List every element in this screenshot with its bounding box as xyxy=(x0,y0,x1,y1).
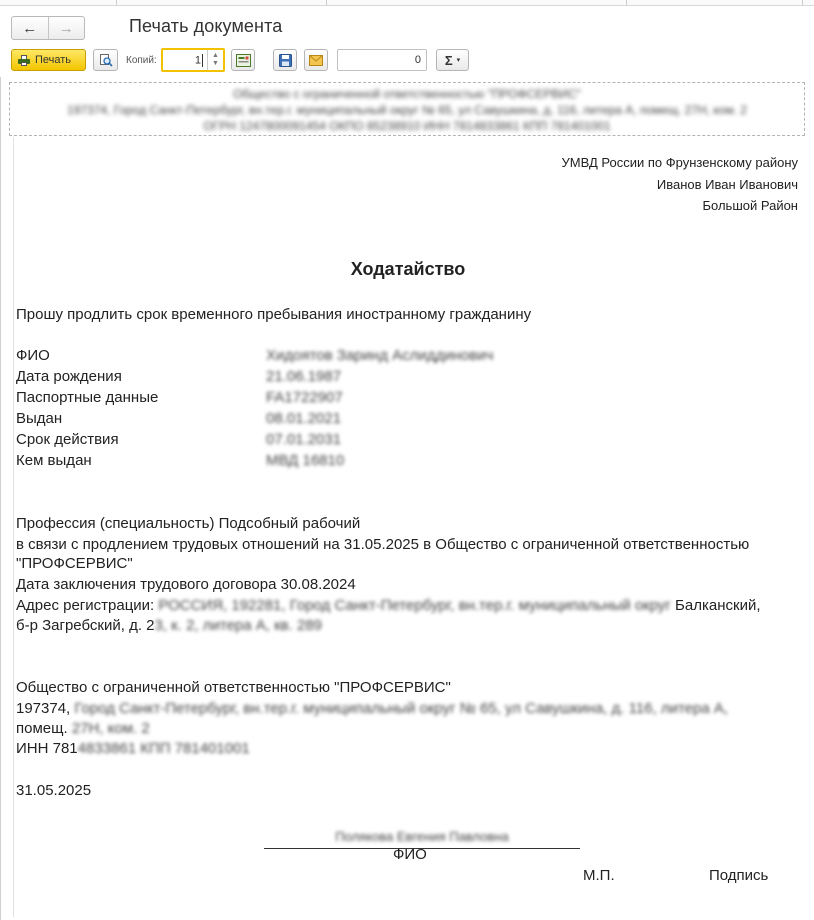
print-toolbar xyxy=(0,46,814,76)
recipient-line-3: Большой Район xyxy=(702,198,798,213)
document-sheet xyxy=(0,77,814,920)
arrow-left-icon: ← xyxy=(22,19,38,37)
registration-address-line-2 xyxy=(16,617,322,634)
title-bar xyxy=(0,6,814,44)
extension-text-line-1: в связи с продлением трудовых отношений на 31.05.2025 в Общество с ограниченной ответственностью xyxy=(16,536,750,553)
extension-text-line-2: "ПРОФСЕРВИС" xyxy=(16,555,133,572)
printer-icon xyxy=(18,55,30,66)
org-footer-address-line-2 xyxy=(16,720,150,737)
navigation-group xyxy=(11,16,85,40)
intro-text: Прошу продлить срок временного пребывания иностранному гражданину xyxy=(16,306,532,323)
org-footer-name: Общество с ограниченной ответственностью "ПРОФСЕРВИС" xyxy=(16,679,451,696)
org-footer-address-prefix: 197374, xyxy=(16,700,71,717)
preview-icon xyxy=(99,53,113,67)
document-heading: Ходатайство xyxy=(350,259,466,279)
registration-address-line-1 xyxy=(16,597,761,614)
registration-address-label: Адрес регистрации: xyxy=(16,597,155,614)
org-header-line-2: 197374, Город Санкт-Петербург, вн.тер.г. муниципальный округ № 65, ул Савушкина, д. 116, литера А, помещ. 27Н, ком. 2 xyxy=(67,103,747,117)
field-value-fio: Хидоятов Заринд Аслиддинович xyxy=(266,347,494,364)
mail-icon xyxy=(309,55,323,66)
preview-button[interactable] xyxy=(93,49,118,71)
contract-date-text: Дата заключения трудового договора 30.08.2024 xyxy=(16,576,356,593)
registration-address-visible: Балканский, xyxy=(675,597,761,614)
stepper-up-icon[interactable]: ▲ xyxy=(212,52,219,59)
copies-input[interactable] xyxy=(161,48,225,72)
sum-value-field[interactable]: 0 xyxy=(337,49,427,71)
field-label-issuer: Кем выдан xyxy=(16,452,92,469)
recipient-line-2: Иванов Иван Иванович xyxy=(656,177,798,192)
sheet-settings-button[interactable] xyxy=(231,49,255,71)
registration-address-hidden-2: 3, к. 2, литера А, кв. 289 xyxy=(154,617,323,634)
save-icon xyxy=(279,54,292,67)
page-margin-line xyxy=(13,137,14,917)
sum-menu-button[interactable] xyxy=(436,49,469,71)
org-footer-address-hidden-2: 27Н, ком. 2 xyxy=(71,720,150,737)
signatory-name: Полякова Евгения Павловна xyxy=(335,829,509,844)
org-footer-inn-hidden: 4833861 КПП 781401001 xyxy=(77,740,250,757)
org-footer-address-prefix-2: помещ. xyxy=(16,720,68,737)
org-footer-address-line-1 xyxy=(16,700,728,717)
recipient-line-1: УМВД России по Фрунзенскому району xyxy=(561,155,798,170)
field-value-birthdate: 21.06.1987 xyxy=(266,368,342,385)
org-footer-inn xyxy=(16,740,250,757)
org-footer-inn-prefix: ИНН 781 xyxy=(16,740,78,757)
field-value-issued: 08.01.2021 xyxy=(266,410,342,427)
print-button-label: Печать xyxy=(35,54,72,66)
field-value-passport: FA1722907 xyxy=(266,389,343,406)
registration-address-visible-2: б-р Загребский, д. 2 xyxy=(16,617,155,634)
field-label-fio: ФИО xyxy=(16,347,50,364)
copies-label: Копий: xyxy=(126,55,157,66)
org-footer-address-hidden: Город Санкт-Петербург, вн.тер.г. муниципальный округ № 65, ул Савушкина, д. 116, литера А, xyxy=(74,700,729,717)
arrow-right-icon: → xyxy=(58,19,74,37)
field-label-issued: Выдан xyxy=(16,410,63,427)
copies-stepper[interactable] xyxy=(207,50,223,70)
forward-button[interactable] xyxy=(48,17,85,39)
copies-value: 1 xyxy=(194,53,201,66)
stamp-caption: М.П. xyxy=(583,867,615,884)
back-button[interactable] xyxy=(12,17,48,39)
registration-address-hidden: РОССИЯ, 192281, Город Санкт-Петербург, вн.тер.г. муниципальный округ xyxy=(158,597,671,614)
field-value-issuer: МВД 16810 xyxy=(266,452,345,469)
send-mail-button[interactable] xyxy=(304,49,328,71)
sheet-icon xyxy=(236,54,251,67)
signature-caption: Подпись xyxy=(709,867,769,884)
organization-header xyxy=(9,82,805,136)
field-label-passport: Паспортные данные xyxy=(16,389,159,406)
org-header-line-3: ОГРН 1247800091454 ОКПО 85238910 ИНН 7814833861 КПП 781401001 xyxy=(203,119,611,133)
sigma-icon: Σ xyxy=(444,52,453,68)
field-value-validity: 07.01.2031 xyxy=(266,431,342,448)
save-button[interactable] xyxy=(273,49,297,71)
fio-caption: ФИО xyxy=(393,846,427,863)
print-button[interactable] xyxy=(11,49,86,71)
org-header-line-1: Общество с ограниченной ответственностью "ПРОФСЕРВИС" xyxy=(233,87,581,101)
document-date: 31.05.2025 xyxy=(16,782,92,799)
stepper-down-icon[interactable]: ▼ xyxy=(212,60,219,67)
profession-text: Профессия (специальность) Подсобный рабочий xyxy=(16,515,361,532)
chevron-down-icon: ▾ xyxy=(456,57,461,64)
field-label-validity: Срок действия xyxy=(16,431,119,448)
field-label-birthdate: Дата рождения xyxy=(16,368,122,385)
window-title: Печать документа xyxy=(129,16,283,36)
